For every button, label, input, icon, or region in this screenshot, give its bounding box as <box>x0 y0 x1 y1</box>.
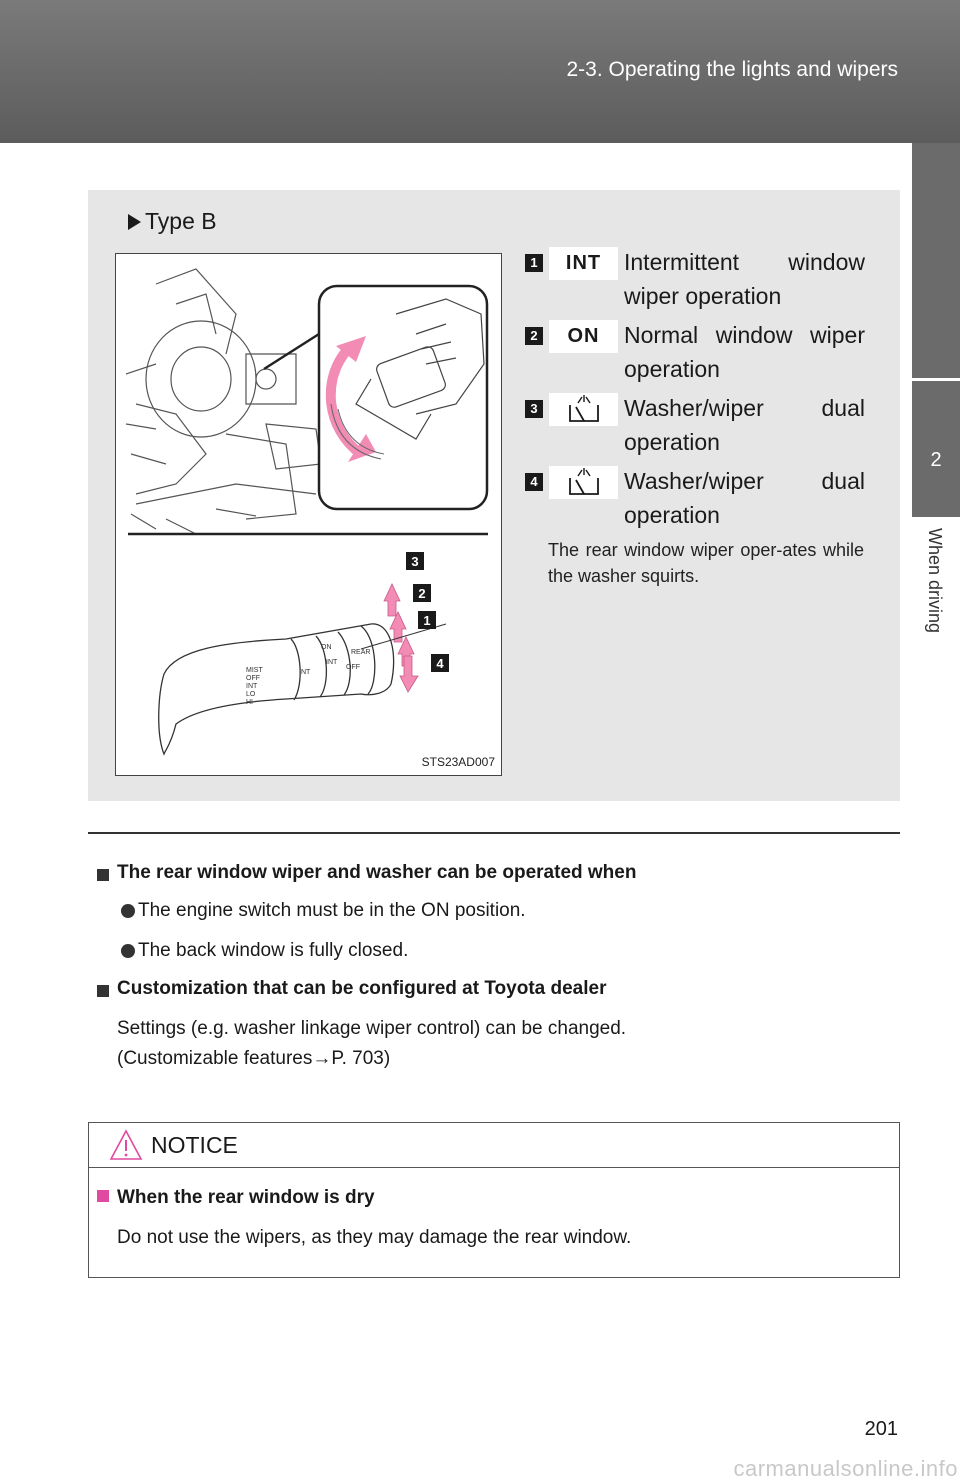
type-label-text: Type B <box>145 208 217 234</box>
notice-heading-text: When the rear window is dry <box>117 1187 375 1208</box>
bullet-text: The back window is fully closed. <box>138 940 409 961</box>
customization-line: Settings (e.g. washer linkage wiper control) can be changed. <box>117 1018 627 1039</box>
list-item <box>525 391 865 464</box>
list-item <box>525 318 865 391</box>
washer-wiper-icon <box>549 466 618 499</box>
chapter-tab[interactable] <box>912 381 960 517</box>
bullet-item <box>97 898 897 938</box>
customization-reference[interactable]: (Customizable features→P. 703) <box>117 1048 391 1069</box>
item-number: 1 <box>525 254 543 272</box>
square-bullet-icon <box>97 985 109 997</box>
bullet-text: The engine switch must be in the ON position. <box>138 900 526 921</box>
item-description: Intermittent window wiper operation <box>624 249 865 309</box>
operation-list <box>525 245 865 586</box>
type-label <box>128 208 217 235</box>
item-description: Washer/wiper dual operation <box>624 395 865 455</box>
notice-text: Do not use the wipers, as they may damage the rear window. <box>117 1227 632 1248</box>
divider <box>88 832 900 834</box>
notice-title: NOTICE <box>151 1132 238 1158</box>
chapter-label: When driving <box>925 528 945 634</box>
customization-text <box>97 1014 897 1074</box>
item-number: 2 <box>525 327 543 345</box>
side-tab-upper <box>912 143 960 378</box>
dot-bullet-icon <box>121 904 135 918</box>
svg-text:INT: INT <box>246 683 258 690</box>
section-title: 2-3. Operating the lights and wipers <box>566 58 898 81</box>
section-heading-text: Customization that can be configured at Toyota dealer <box>117 978 607 999</box>
bullet-item <box>97 938 897 978</box>
notice-header <box>89 1123 899 1168</box>
svg-text:INT: INT <box>326 659 338 666</box>
body-text <box>97 862 897 1074</box>
chapter-number: 2 <box>930 449 942 471</box>
item-number: 3 <box>525 400 543 418</box>
svg-text:INT: INT <box>299 669 311 676</box>
washer-wiper-icon <box>549 393 618 426</box>
square-bullet-icon <box>97 1190 109 1202</box>
svg-text:1: 1 <box>423 613 431 628</box>
notice-section-heading <box>97 1187 375 1209</box>
item-number: 4 <box>525 473 543 491</box>
svg-text:3: 3 <box>411 554 419 569</box>
square-bullet-icon <box>97 869 109 881</box>
dot-bullet-icon <box>121 944 135 958</box>
warning-icon <box>109 1129 143 1161</box>
page-header <box>0 0 960 143</box>
svg-text:OFF: OFF <box>346 664 360 671</box>
svg-text:4: 4 <box>436 656 444 671</box>
page-number: 201 <box>864 1418 898 1440</box>
svg-text:HI: HI <box>246 699 253 706</box>
section-heading-text: The rear window wiper and washer can be operated when <box>117 862 637 883</box>
item-description: Normal window wiper operation <box>624 322 865 382</box>
illustration-code: STS23AD007 <box>421 755 495 769</box>
notice-box <box>88 1122 900 1278</box>
chapter-label-area <box>912 520 960 672</box>
int-symbol: INT <box>549 247 618 280</box>
watermark: carmanualsonline.info <box>733 1456 958 1481</box>
type-b-box <box>88 190 900 801</box>
svg-text:REAR: REAR <box>351 649 371 656</box>
svg-text:ON: ON <box>321 644 332 651</box>
section-heading <box>97 978 897 1014</box>
svg-text:2: 2 <box>418 586 426 601</box>
wiper-switch-illustration <box>115 253 502 776</box>
svg-text:LO: LO <box>246 691 256 698</box>
wiper-illustration-svg <box>116 254 501 775</box>
item-description: Washer/wiper dual operation <box>624 468 865 528</box>
svg-text:MIST: MIST <box>246 667 263 674</box>
triangle-bullet-icon <box>128 214 141 230</box>
on-symbol: ON <box>549 320 618 353</box>
list-item <box>525 464 865 537</box>
section-heading <box>97 862 897 898</box>
list-item <box>525 245 865 318</box>
rear-wiper-note: The rear window wiper oper-ates while the washer squirts. <box>548 540 864 586</box>
svg-text:OFF: OFF <box>246 675 260 682</box>
